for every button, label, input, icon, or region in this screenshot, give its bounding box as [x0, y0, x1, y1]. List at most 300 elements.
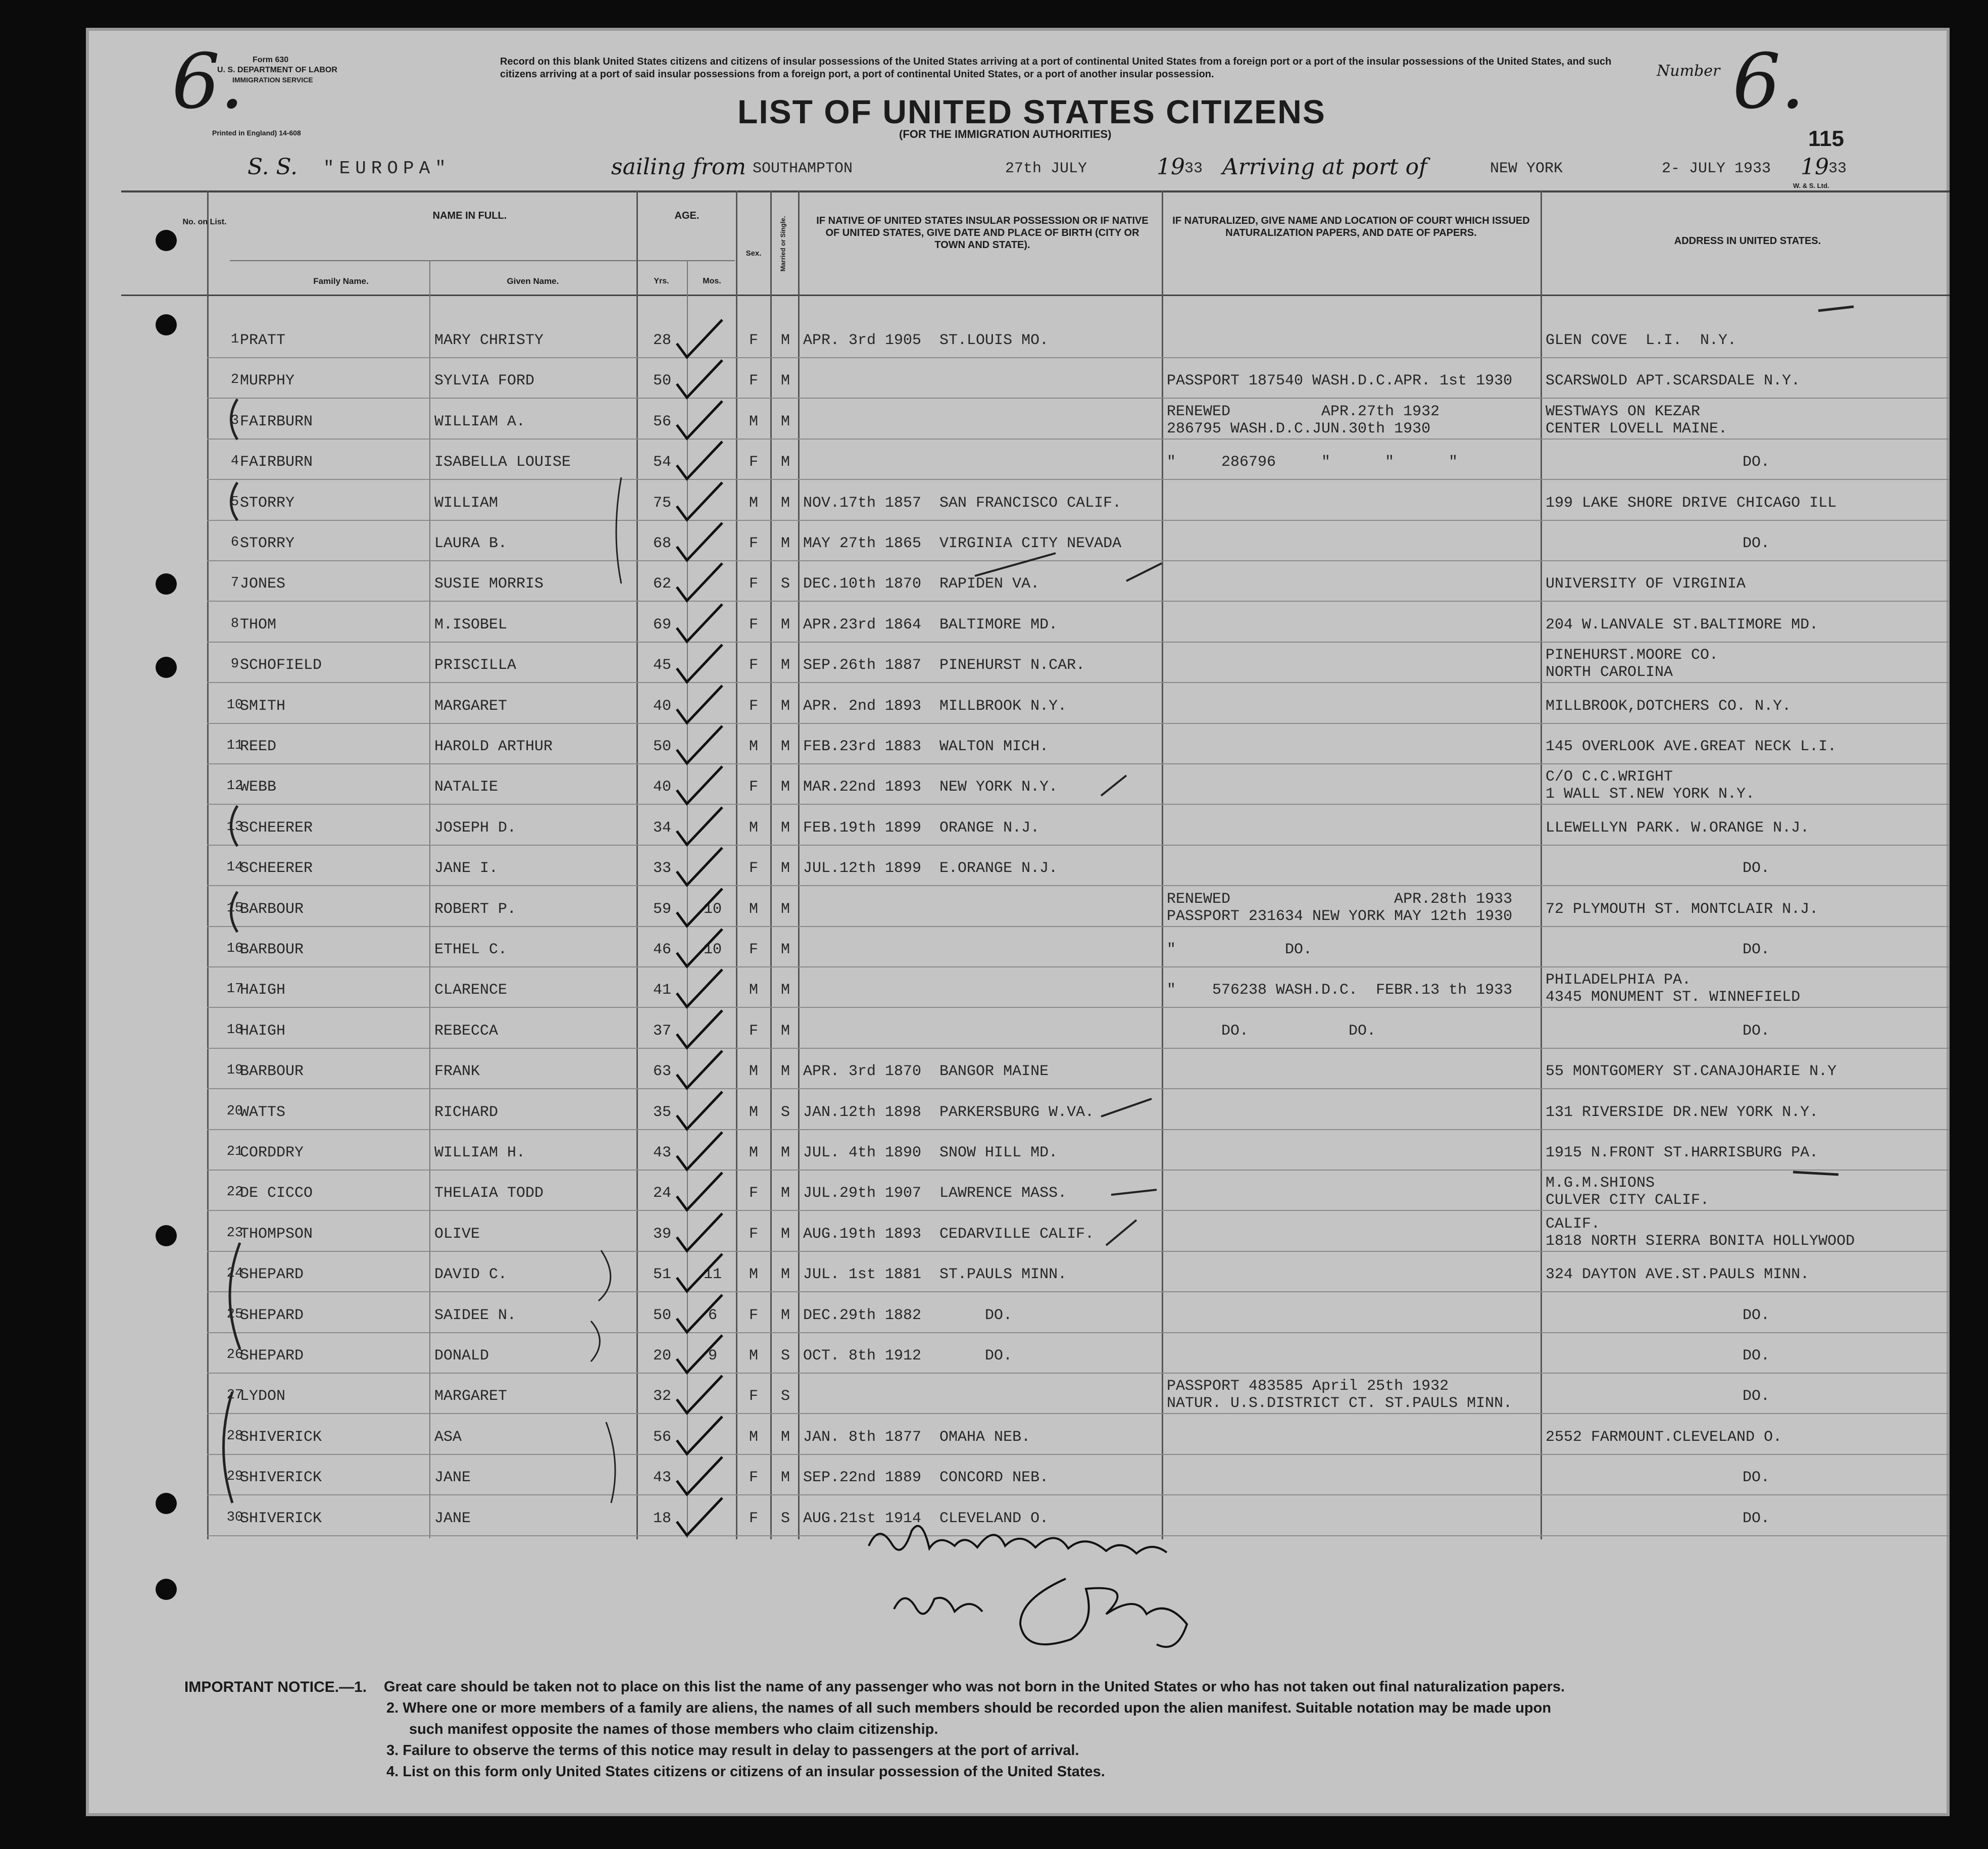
cell-family: MURPHY: [240, 372, 295, 390]
cell-sex: F: [749, 575, 758, 593]
cell-sex: F: [749, 535, 758, 552]
signature-stroke: [894, 1598, 982, 1614]
cell-birth: JUL. 4th 1890 SNOW HILL MD.: [803, 1144, 1058, 1161]
cell-nat2: 286795 WASH.D.C.JUN.30th 1930: [1167, 420, 1431, 437]
cell-nat2: PASSPORT 231634 NEW YORK MAY 12th 1930: [1167, 907, 1513, 925]
cell-ms: M: [780, 1428, 790, 1446]
cell-yrs: 37: [653, 1022, 671, 1040]
annotation-stroke: [606, 1422, 615, 1503]
cell-ms: M: [780, 372, 790, 390]
cell-ms: S: [780, 1510, 790, 1527]
cell-sex: F: [749, 941, 758, 958]
cell-yrs: 51: [653, 1266, 671, 1284]
cell-family: CORDDRY: [240, 1144, 304, 1161]
cell-sex: F: [749, 657, 758, 674]
cell-nat: " 286796 " " ": [1167, 454, 1458, 471]
cell-birth: FEB.19th 1899 ORANGE N.J.: [803, 819, 1040, 837]
col-header-no: No. on List.: [182, 218, 227, 226]
cell-given: JANE I.: [434, 860, 499, 878]
cell-sex: F: [749, 697, 758, 715]
family-bracket: [231, 806, 238, 846]
year-from: 33: [1184, 160, 1203, 177]
form-subtitle: (FOR THE IMMIGRATION AUTHORITIES): [899, 128, 1112, 140]
cell-given: MARY CHRISTY: [434, 332, 544, 349]
cell-ms: M: [780, 1144, 790, 1161]
cell-addr: DO.: [1743, 941, 1770, 958]
cell-addr: DO.: [1743, 1510, 1770, 1527]
cell-addr2: CENTER LOVELL MAINE.: [1546, 420, 1728, 437]
printed-line: Printed in England) 14-608: [212, 129, 301, 137]
cell-yrs: 39: [653, 1225, 671, 1243]
cell-addr: 145 OVERLOOK AVE.GREAT NECK L.I.: [1546, 738, 1837, 755]
number-value: 6.: [1732, 38, 1805, 126]
cell-family: BARBOUR: [240, 900, 304, 918]
cell-sex: F: [749, 778, 758, 796]
cell-yrs: 62: [653, 575, 671, 593]
cell-no: 20: [226, 1103, 243, 1119]
cell-birth: APR.23rd 1864 BALTIMORE MD.: [803, 616, 1058, 634]
cell-ms: M: [780, 657, 790, 674]
cell-given: WILLIAM A.: [434, 413, 526, 430]
cell-no: 23: [226, 1225, 243, 1241]
cell-yrs: 40: [653, 778, 671, 796]
cell-mos: 9: [708, 1347, 717, 1365]
cell-family: SHIVERICK: [240, 1428, 322, 1446]
cell-no: 15: [226, 900, 243, 916]
cell-sex: F: [749, 1469, 758, 1487]
cell-yrs: 45: [653, 657, 671, 674]
cell-nat: RENEWED APR.28th 1933: [1167, 890, 1513, 908]
cell-family: LYDON: [240, 1388, 286, 1405]
cell-given: NATALIE: [434, 778, 499, 796]
cell-sex: F: [749, 860, 758, 878]
cell-birth: NOV.17th 1857 SAN FRANCISCO CALIF.: [803, 494, 1122, 512]
cell-family: SHIVERICK: [240, 1510, 322, 1527]
family-bracket: [231, 399, 238, 440]
cell-yrs: 68: [653, 535, 671, 552]
cell-yrs: 59: [653, 900, 671, 918]
col-header-birth: IF NATIVE OF UNITED STATES INSULAR POSSESSION OR IF NATIVE OF UNITED STATES, GIVE DATE AND PLACE OF BIRTH (CITY OR TOWN AND STATE).: [816, 215, 1149, 251]
cell-addr: SCARSWOLD APT.SCARSDALE N.Y.: [1546, 372, 1801, 390]
cell-yrs: 63: [653, 1063, 671, 1081]
cell-ms: M: [780, 1306, 790, 1324]
cell-addr: 131 RIVERSIDE DR.NEW YORK N.Y.: [1546, 1103, 1819, 1121]
cell-ms: M: [780, 819, 790, 837]
cell-addr2: CULVER CITY CALIF.: [1546, 1192, 1710, 1209]
cell-ms: M: [780, 1063, 790, 1081]
cell-birth: AUG.19th 1893 CEDARVILLE CALIF.: [803, 1225, 1095, 1243]
annotation-stroke: [1126, 563, 1162, 581]
cell-ms: M: [780, 778, 790, 796]
cell-ms: M: [780, 860, 790, 878]
cell-nat: PASSPORT 187540 WASH.D.C.APR. 1st 1930: [1167, 372, 1513, 390]
cell-sex: M: [749, 494, 758, 512]
cell-family: JONES: [240, 575, 286, 593]
cell-family: STORRY: [240, 535, 295, 552]
cell-addr: 199 LAKE SHORE DRIVE CHICAGO ILL: [1546, 494, 1837, 512]
cell-addr: DO.: [1743, 1469, 1770, 1487]
cell-yrs: 46: [653, 941, 671, 958]
cell-no: 29: [226, 1469, 243, 1485]
cell-birth: APR. 2nd 1893 MILLBROOK N.Y.: [803, 697, 1067, 715]
corner-number-left: 6.: [172, 38, 244, 126]
cell-ms: M: [780, 413, 790, 430]
cell-sex: M: [749, 1144, 758, 1161]
notice-item-2a: 2. Where one or more members of a family are aliens, the names of all such members should be recorded upon the alien manifest. Suitable notation may be made upon: [386, 1700, 1552, 1716]
cell-given: REBECCA: [434, 1022, 499, 1040]
cell-sex: F: [749, 332, 758, 349]
cell-no: 26: [226, 1347, 243, 1363]
cell-given: DAVID C.: [434, 1266, 508, 1284]
port-to: NEW YORK: [1490, 160, 1563, 177]
cell-no: 24: [226, 1266, 243, 1282]
cell-no: 18: [226, 1022, 243, 1038]
cell-given: FRANK: [434, 1063, 480, 1081]
cell-given: ROBERT P.: [434, 900, 517, 918]
cell-family: PRATT: [240, 332, 286, 349]
cell-given: MARGARET: [434, 1388, 508, 1405]
cell-birth: JAN.12th 1898 PARKERSBURG W.VA.: [803, 1103, 1095, 1121]
number-label: Number: [1657, 62, 1720, 80]
cell-sex: F: [749, 616, 758, 634]
cell-given: ISABELLA LOUISE: [434, 454, 571, 471]
cell-sex: M: [749, 1063, 758, 1081]
cell-birth: SEP.22nd 1889 CONCORD NEB.: [803, 1469, 1049, 1487]
form-title: LIST OF UNITED STATES CITIZENS: [737, 93, 1326, 130]
cell-addr2: NORTH CAROLINA: [1546, 664, 1673, 682]
cell-yrs: 43: [653, 1469, 671, 1487]
cell-family: SCHEERER: [240, 819, 313, 837]
cell-yrs: 32: [653, 1388, 671, 1405]
cell-ms: S: [780, 1103, 790, 1121]
cell-birth: JUL.29th 1907 LAWRENCE MASS.: [803, 1185, 1067, 1202]
cell-addr2: 1818 NORTH SIERRA BONITA HOLLYWOOD: [1546, 1232, 1855, 1250]
cell-birth: JAN. 8th 1877 OMAHA NEB.: [803, 1428, 1031, 1446]
cell-family: THOMPSON: [240, 1225, 313, 1243]
cell-addr: 72 PLYMOUTH ST. MONTCLAIR N.J.: [1546, 900, 1819, 918]
col-header-address: ADDRESS IN UNITED STATES.: [1674, 235, 1821, 247]
cell-family: HAIGH: [240, 1022, 286, 1040]
cell-no: 27: [226, 1388, 243, 1403]
cell-given: M.ISOBEL: [434, 616, 508, 634]
col-header-married-single: Married or Single.: [779, 216, 787, 272]
cell-family: SCHOFIELD: [240, 657, 322, 674]
cell-yrs: 20: [653, 1347, 671, 1365]
cell-addr: 204 W.LANVALE ST.BALTIMORE MD.: [1546, 616, 1819, 634]
cell-given: DONALD: [434, 1347, 489, 1365]
notice-item-4: 4. List on this form only United States citizens or citizens of an insular possession of the United States.: [386, 1764, 1105, 1780]
cell-sex: M: [749, 1347, 758, 1365]
cell-family: SHEPARD: [240, 1306, 304, 1324]
cell-family: BARBOUR: [240, 941, 304, 958]
cell-sex: F: [749, 1225, 758, 1243]
cell-no: 6: [230, 535, 239, 550]
arriving-label: Arriving at port of: [1222, 154, 1427, 180]
col-header-mos: Mos.: [703, 277, 721, 285]
col-header-sex: Sex.: [746, 249, 762, 258]
cell-addr2: 4345 MONUMENT ST. WINNEFIELD: [1546, 989, 1801, 1006]
cell-birth: APR. 3rd 1870 BANGOR MAINE: [803, 1063, 1049, 1081]
cell-given: MARGARET: [434, 697, 508, 715]
cell-given: ETHEL C.: [434, 941, 508, 958]
cell-family: REED: [240, 738, 277, 755]
cell-given: OLIVE: [434, 1225, 480, 1243]
cell-ms: M: [780, 941, 790, 958]
inspector-signature: [783, 1503, 1288, 1670]
cell-mos: 6: [708, 1306, 717, 1324]
cell-yrs: 56: [653, 1428, 671, 1446]
printer-mark: W. & S. Ltd.: [1793, 182, 1829, 189]
cell-sex: F: [749, 372, 758, 390]
cell-addr: CALIF.: [1546, 1215, 1601, 1233]
cell-family: STORRY: [240, 494, 295, 512]
date-from: 27th JULY: [1005, 160, 1087, 177]
annotation-stroke: [591, 1250, 611, 1361]
cell-birth: JUL. 1st 1881 ST.PAULS MINN.: [803, 1266, 1067, 1284]
cell-given: SAIDEE N.: [434, 1306, 517, 1324]
cell-addr2: 1 WALL ST.NEW YORK N.Y.: [1546, 786, 1755, 803]
sailing-label: sailing from: [611, 154, 747, 180]
cell-birth: DEC.29th 1882 DO.: [803, 1306, 1013, 1324]
cell-sex: F: [749, 1510, 758, 1527]
cell-sex: M: [749, 413, 758, 430]
cell-family: SMITH: [240, 697, 286, 715]
cell-sex: M: [749, 738, 758, 755]
cell-ms: M: [780, 1185, 790, 1202]
cell-given: WILLIAM: [434, 494, 499, 512]
department: U. S. DEPARTMENT OF LABOR: [217, 66, 337, 74]
cell-ms: M: [780, 1266, 790, 1284]
arrival-date: 2- JULY 1933: [1662, 160, 1771, 177]
cell-addr: 2552 FARMOUNT.CLEVELAND O.: [1546, 1428, 1782, 1446]
cell-addr: UNIVERSITY OF VIRGINIA: [1546, 575, 1746, 593]
annotation-stroke: [1793, 1172, 1838, 1175]
cell-yrs: 69: [653, 616, 671, 634]
cell-addr: GLEN COVE L.I. N.Y.: [1546, 332, 1737, 349]
annotation-stroke: [1818, 307, 1854, 311]
cell-yrs: 28: [653, 332, 671, 349]
cell-no: 8: [230, 616, 239, 631]
cell-ms: S: [780, 1347, 790, 1365]
cell-ms: M: [780, 1022, 790, 1040]
cell-family: FAIRBURN: [240, 454, 313, 471]
cell-family: FAIRBURN: [240, 413, 313, 430]
cell-family: WEBB: [240, 778, 277, 796]
ship-name: "EUROPA": [323, 158, 451, 179]
cell-sex: M: [749, 1266, 758, 1284]
cell-yrs: 56: [653, 413, 671, 430]
cell-yrs: 75: [653, 494, 671, 512]
cell-nat: " 576238 WASH.D.C. FEBR.13 th 1933: [1167, 982, 1513, 999]
cell-mos: 11: [703, 1266, 722, 1284]
cell-given: JANE: [434, 1469, 471, 1487]
cell-family: THOM: [240, 616, 277, 634]
page-number: 115: [1808, 126, 1844, 151]
annotation-stroke: [1101, 775, 1126, 796]
cell-ms: M: [780, 1225, 790, 1243]
cell-no: 10: [226, 697, 243, 713]
form-number: Form 630: [253, 56, 289, 64]
cell-sex: M: [749, 1103, 758, 1121]
cell-addr: LLEWELLYN PARK. W.ORANGE N.J.: [1546, 819, 1810, 837]
cell-addr: PINEHURST.MOORE CO.: [1546, 647, 1719, 664]
cell-given: WILLIAM H.: [434, 1144, 526, 1161]
annotation-stroke: [1101, 1099, 1152, 1116]
cell-given: THELAIA TODD: [434, 1185, 544, 1202]
col-header-naturalized: IF NATURALIZED, GIVE NAME AND LOCATION OF COURT WHICH ISSUED NATURALIZATION PAPERS, AND DATE OF PAPERS.: [1172, 215, 1530, 238]
cell-ms: M: [780, 697, 790, 715]
cell-addr: DO.: [1743, 1306, 1770, 1324]
cell-yrs: 54: [653, 454, 671, 471]
cell-ms: S: [780, 575, 790, 593]
cell-no: 7: [230, 575, 239, 591]
cell-yrs: 33: [653, 860, 671, 878]
cell-no: 12: [226, 778, 243, 794]
year-to: 33: [1828, 160, 1847, 177]
cell-sex: F: [749, 1388, 758, 1405]
cell-ms: M: [780, 332, 790, 349]
col-header-name-in-full: NAME IN FULL.: [432, 210, 507, 221]
cell-no: 19: [226, 1063, 243, 1079]
cell-ms: M: [780, 535, 790, 552]
cell-no: 1: [230, 332, 239, 347]
cell-ms: M: [780, 1469, 790, 1487]
year-prefix-to: 19: [1801, 154, 1829, 180]
cell-addr: DO.: [1743, 1022, 1770, 1040]
cell-yrs: 41: [653, 982, 671, 999]
cell-birth: MAR.22nd 1893 NEW YORK N.Y.: [803, 778, 1058, 796]
cell-addr: DO.: [1743, 535, 1770, 552]
cell-sex: F: [749, 1306, 758, 1324]
cell-addr: DO.: [1743, 1388, 1770, 1405]
cell-yrs: 35: [653, 1103, 671, 1121]
cell-birth: OCT. 8th 1912 DO.: [803, 1347, 1013, 1365]
cell-ms: M: [780, 900, 790, 918]
cell-sex: M: [749, 900, 758, 918]
cell-family: SHEPARD: [240, 1266, 304, 1284]
cell-addr: C/O C.C.WRIGHT: [1546, 768, 1673, 786]
cell-ms: S: [780, 1388, 790, 1405]
cell-mos: 10: [703, 941, 722, 958]
cell-family: BARBOUR: [240, 1063, 304, 1081]
cell-yrs: 50: [653, 1306, 671, 1324]
cell-no: 30: [226, 1510, 243, 1525]
family-bracket: [231, 892, 238, 932]
cell-yrs: 34: [653, 819, 671, 837]
port-from: SOUTHAMPTON: [753, 160, 853, 177]
cell-sex: F: [749, 1185, 758, 1202]
cell-given: SUSIE MORRIS: [434, 575, 544, 593]
col-header-given-name: Given Name.: [507, 276, 559, 286]
cell-ms: M: [780, 738, 790, 755]
cell-given: PRISCILLA: [434, 657, 517, 674]
annotation-stroke: [1111, 1190, 1157, 1195]
cell-family: SHIVERICK: [240, 1469, 322, 1487]
cell-no: 13: [226, 819, 243, 835]
cell-addr: DO.: [1743, 1347, 1770, 1365]
cell-sex: F: [749, 454, 758, 471]
service: IMMIGRATION SERVICE: [232, 76, 313, 84]
cell-no: 28: [226, 1428, 243, 1444]
cell-sex: M: [749, 819, 758, 837]
cell-addr: MILLBROOK,DOTCHERS CO. N.Y.: [1546, 697, 1792, 715]
cell-no: 5: [230, 494, 239, 510]
cell-yrs: 40: [653, 697, 671, 715]
cell-ms: M: [780, 494, 790, 512]
cell-no: 17: [226, 982, 243, 997]
cell-addr: PHILADELPHIA PA.: [1546, 971, 1692, 989]
cell-no: 22: [226, 1185, 243, 1200]
cell-yrs: 18: [653, 1510, 671, 1527]
cell-no: 11: [226, 738, 243, 753]
cell-birth: SEP.26th 1887 PINEHURST N.CAR.: [803, 657, 1085, 674]
cell-birth: MAY 27th 1865 VIRGINIA CITY NEVADA: [803, 535, 1122, 552]
signature-stroke: [1020, 1579, 1187, 1647]
cell-ms: M: [780, 616, 790, 634]
cell-no: 2: [230, 372, 239, 388]
cell-given: CLARENCE: [434, 982, 508, 999]
cell-addr: DO.: [1743, 860, 1770, 878]
cell-addr: 55 MONTGOMERY ST.CANAJOHARIE N.Y: [1546, 1063, 1837, 1081]
cell-no: 16: [226, 941, 243, 956]
annotation-stroke: [975, 553, 1056, 576]
cell-family: HAIGH: [240, 982, 286, 999]
cell-sex: F: [749, 1022, 758, 1040]
col-header-age: AGE.: [674, 210, 700, 221]
ss-label: S. S.: [247, 154, 298, 180]
cell-given: LAURA B.: [434, 535, 508, 552]
cell-nat: RENEWED APR.27th 1932: [1167, 403, 1440, 420]
manifest-sheet: [86, 28, 1950, 1816]
cell-ms: M: [780, 454, 790, 471]
cell-no: 25: [226, 1306, 243, 1322]
cell-birth: DEC.10th 1870 RAPIDEN VA.: [803, 575, 1040, 593]
cell-no: 4: [230, 454, 239, 469]
cell-yrs: 50: [653, 372, 671, 390]
signature-stroke: [869, 1526, 1167, 1553]
cell-given: HAROLD ARTHUR: [434, 738, 553, 755]
cell-addr: M.G.M.SHIONS: [1546, 1175, 1655, 1192]
cell-given: ASA: [434, 1428, 462, 1446]
cell-family: WATTS: [240, 1103, 286, 1121]
family-bracket: [231, 482, 238, 520]
cell-sex: M: [749, 982, 758, 999]
cell-nat: " DO.: [1167, 941, 1313, 958]
cell-no: 3: [230, 413, 239, 428]
instruction-text: Record on this blank United States citizens and citizens of insular possessions of the United States arriving at a port of continental United States from a foreign port or a port of the insular possessions of the United States, and such citizens arriving at a port of said insular possessions from a foreign port, a port of continental United States, or a port of another insular possession.: [500, 56, 1612, 80]
col-header-family-name: Family Name.: [313, 276, 369, 286]
cell-nat: DO. DO.: [1167, 1022, 1376, 1040]
cell-yrs: 43: [653, 1144, 671, 1161]
cell-given: JOSEPH D.: [434, 819, 517, 837]
cell-family: SCHEERER: [240, 860, 313, 878]
cell-mos: 10: [703, 900, 722, 918]
cell-addr: 324 DAYTON AVE.ST.PAULS MINN.: [1546, 1266, 1810, 1284]
notice-item-1: Great care should be taken not to place on this list the name of any passenger who was not born in the United States or who has not taken out final naturalization papers.: [384, 1679, 1565, 1695]
annotation-stroke: [616, 477, 621, 583]
cell-addr: WESTWAYS ON KEZAR: [1546, 403, 1701, 420]
annotation-stroke: [1106, 1220, 1136, 1245]
cell-no: 21: [226, 1144, 243, 1159]
family-bracket: [230, 1243, 240, 1349]
cell-nat2: NATUR. U.S.DISTRICT CT. ST.PAULS MINN.: [1167, 1395, 1513, 1413]
cell-addr: DO.: [1743, 454, 1770, 471]
cell-given: RICHARD: [434, 1103, 499, 1121]
cell-no: 14: [226, 860, 243, 875]
cell-birth: AUG.21st 1914 CLEVELAND O.: [803, 1510, 1049, 1527]
notice-item-2b: such manifest opposite the names of those members who claim citizenship.: [409, 1721, 938, 1737]
cell-yrs: 24: [653, 1185, 671, 1202]
